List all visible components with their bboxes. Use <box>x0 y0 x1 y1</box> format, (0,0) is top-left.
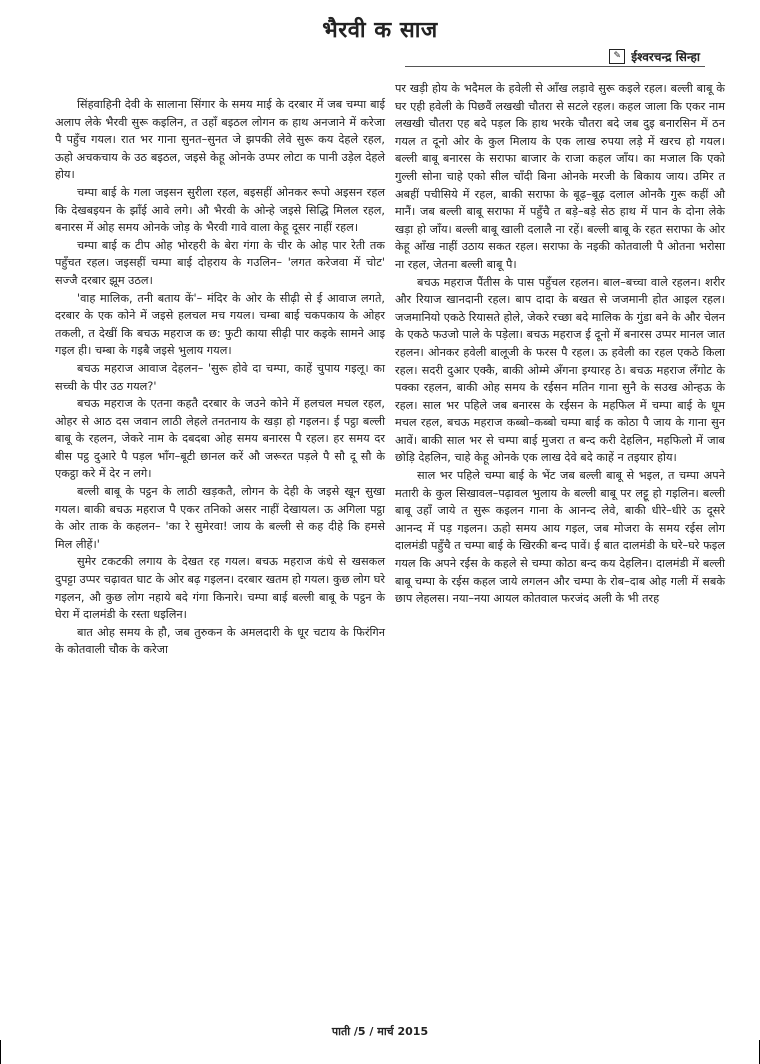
paragraph: चम्पा बाई क टीप ओह भोरहरी के बेरा गंगा के चीर के ओह पार रेती तक पहुँचत रहल। जइसहीं चम्पा बाई दोहराय के गउलिन– 'लगत करेजवा में चोट' सज्जै दरबार झूम उठल। <box>55 238 385 287</box>
paragraph: बल्ली बाबू के पट्ठन के लाठी खड़कतै, लोगन के देही के जइसे खून सुखा गयल। बाकी बचऊ महराज पै एकर तनिको असर नाहीं देखायल। ऊ अगिला पट्ठा के ओर ताक के कहलन– 'का रे सुमेरवा! जाय के बल्ली से कह दीहे कि हमसे मिल लीहें।' <box>55 485 385 551</box>
crop-mark <box>0 1040 1 1064</box>
paragraph: चम्पा बाई के गला जइसन सुरीला रहल, बइसहीं ओनकर रूपो अइसन रहल कि देखबइयन के झाँई आवे लगे। औ भैरवी के ओन्हे जइसे सिद्धि मिलल रहल, बनारस में ओह समय ओनके जोड़ के भैरवी गावे वाला केहू दूसर नाहीं रहल। <box>55 185 385 235</box>
pen-icon: ✎ <box>609 49 625 64</box>
paragraph: पर खड़ी होय के भदैमल के हवेली से आँख लड़ावे सुरू कइले रहल। बल्ली बाबू के घर एही हवेली के पिछवैं लखखी चौतरा से सटले रहल। कहल जाला कि एकर नाम लखखी चौतरा एह बदे पड़ल कि हाथ भरके चौतरा बदे जब दुइ बनारसिन में ठन गयल त दूनो ओर के कुल मिलाय के एक लाख रुपया लड़े में खरच हो गयल। बल्ली बाबू बनारस के सराफा बाजार के राजा कहल जाँय। का मजाल कि एको गुल्ली सोना चाहे एको सील चाँदी बिना ओनके मरजी के बिकाय जाय। उमिर त अबहीं पचीसिये में रहल, बाकी सराफा के बूढ़–बूढ़ दलाल ओनकै गुरू कहीं औ मानैं। जब बल्ली बाबू सराफा में पहुँचै त बड़े–बड़े सेठ हाथ में पान के दोना लेके खड़ा हो जाँय। बल्ली बाबू खाली दलालै ना रहें। बल्ली बाबू के रहत सराफा के ओर केहू आँख नाहीं उठाय सकत रहल। सराफा के नइकी कोतवाली पै ओतना भरोसा ना रहल, जेतना बल्ली बाबू पै। <box>395 82 725 271</box>
author-name: ईश्वरचन्द्र सिन्हा <box>631 50 700 64</box>
page-footer: पाती /5 / मार्च 2015 <box>331 1025 429 1038</box>
right-column <box>395 80 725 608</box>
author-line <box>609 48 700 65</box>
paragraph: सिंहवाहिनी देवी के सालाना सिंगार के समय माई के दरबार में जब चम्पा बाई अलाप लेके भैरवी सुरू कइलिन, त उहाँ बइठल लोगन क हाथ अनजाने में करेजा पै पहुँच गयल। रात भर गाना सुनत–सुनत जे झपकी लेवे सुरू कय देहले रहल, ऊहो अचकचाय के उठ बइठल, जइसे केहू ओनके उप्पर लोटा क पानी उड़ेल देहले होय। <box>55 98 385 182</box>
paragraph: साल भर पहिले चम्पा बाई के भेंट जब बल्ली बाबू से भइल, त चम्पा अपने मतारी के कुल सिखावल–पढ़ावल भुलाय के बल्ली बाबू पर लट्टू हो गइलिन। बल्ली बाबू उहाँ जाये त सुरू कइलन गाना के आनन्द लेवे, बाकी धीरे–धीरे ऊ दूसरे आनन्द में पड़ गइलन। ऊहो समय आय गइल, जब मोजरा के समय रईस लोग दालमंडी पहुँचै त चम्पा बाई के खिरकी बन्द पावें। ई बात दालमंडी के घरे–घरे फइल गयल कि अपने रईस के कहले से चम्पा कोठा बन्द कय देहलिन। दालमंडी में बल्ली बाबू चम्पा के रईस कहल जाये लगलन और चम्पा के रोब–दाब ओह गली में सबके छाप लेहलस। नया–नया आयल कोतवाल फरजंद अली के भी तरह <box>395 469 725 606</box>
author-divider <box>405 66 705 67</box>
paragraph: बचऊ महराज पैंतीस के पास पहुँचल रहलन। बाल–बच्चा वाले रहलन। शरीर और रियाज खानदानी रहल। बाप दादा के बखत से जजमानी होत आइल रहल। जजमानियो एकठे रियासते होले, जेकरे रच्छा बदे मालिक के गुंडा बने के और चेलन के एकठे फउजो पाले के पड़ेला। बचऊ महराज ई दूनो में बनारस उप्पर मानल जात रहलन। ओनकर हवेली बालूजी के फरस पै रहल। ऊ हवेली का रहल एकठे किला रहल। सदरी दुआर एक्कै, बाकी ओम्मे अँगना इग्यारह ठे। बचऊ महराज लँगोट के पक्का रहलन, बाकी ओह समय के रईसन मतिन गाना सुनै के सउख ओन्हऊ के रहल। साल भर पहिले जब बनारस के रईसन के महफिल में चम्पा बाई के धूम मचल रहल, बचऊ महराज कब्बो–कब्बो चम्पा बाई क कोठा पै जाय के गाना सुन आवें। बाकी साल भर से चम्पा बाई मुजरा त बन्द करी देहलिन, महफिलो में जाब छोड़ि देहलिन, चाहे केहू ओनके एक लाख देवे बदे काहें न तइयार होय। <box>395 275 725 465</box>
paragraph: बचऊ महराज के एतना कहतै दरबार के जउने कोने में हलचल मचल रहल, ओहर से आठ दस जवान लाठी लेहले तनतनाय के खड़ा हो गइलन। ई पट्ठा बल्ली बाबू के रहलन, जेकरे नाम के दबदबा ओह समय बनारस पै रहल। हर समय दर बीस पट्ठ दुआरे पै पड़ल भाँग–बूटी छानल करें औ जरूरत पड़ले पै सौ दू सौ के एकट्ठा करे में देर न लगे। <box>55 397 385 481</box>
left-column <box>55 96 385 659</box>
paragraph: बात ओह समय के हौ, जब तुरुकन के अमलदारी के धूर चटाय के फिरंगिन के कोतवाली चौक के करेजा <box>55 625 385 657</box>
paragraph: सुमेर टकटकी लगाय के देखत रह गयल। बचऊ महराज कंधे से खसकल दुपट्टा उप्पर चढ़ावत घाट के ओर बढ़ गइलन। दरबार खतम हो गयल। कुछ लोग घरे गइलन, औ कुछ लोग नहाये बदे गंगा किनारे। चम्पा बाई बल्ली बाबू के पट्ठन के घेरा में दालमंडी के रस्ता धइलिन। <box>55 555 385 622</box>
article-title: भैरवी क साज <box>322 18 438 43</box>
paragraph: बचऊ महराज आवाज देहलन– 'सुरू होवे दा चम्पा, काहें चुपाय गइलू। का सच्ची के पीर उठ गयल?' <box>55 361 385 393</box>
paragraph: 'वाह मालिक, तनी बताय कें'– मंदिर के ओर के सीढ़ी से ई आवाज लगते, दरबार के एक कोने में जइसे हलचल मच गयल। चम्बा बाई चकपकाय के ओहर तकली, त देखीं कि बचऊ महराज क छ: फुटी काया सीढ़ी पार कइके सामने आइ गइल ही। चम्बा के गइबै जइसे भुलाय गयल। <box>55 291 385 358</box>
